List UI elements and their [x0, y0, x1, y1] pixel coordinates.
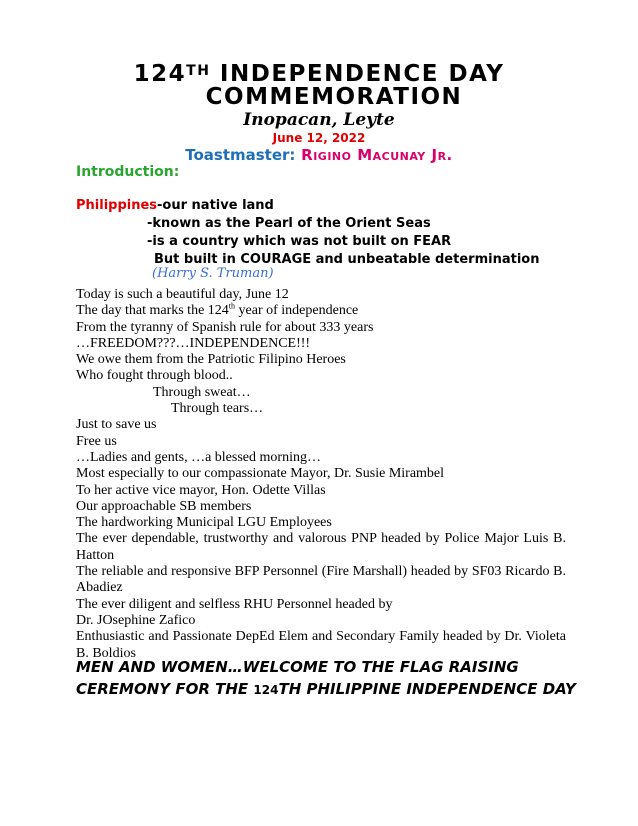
title-ordinal-suffix: TH [186, 63, 211, 79]
quote-attribution: (Harry S. Truman) [152, 266, 274, 281]
body-line: Free us [76, 433, 117, 449]
closing-text-end: TH PHILIPPINE INDEPENDENCE DAY [278, 680, 576, 698]
philippines-line-4: But built in COURAGE and unbeatable determination [154, 252, 540, 267]
body-line: …Ladies and gents, …a blessed morning… [76, 449, 321, 465]
body-line: Dr. JOsephine Zafico [76, 612, 196, 628]
body-line: We owe them from the Patriotic Filipino Heroes [76, 352, 346, 368]
body-paragraph: The ever dependable, trustworthy and valorous PNP headed by Police Major Luis B. Hatton [76, 531, 566, 563]
body-line: Through tears… [171, 401, 264, 417]
title-line-2: COMMEMORATION [205, 84, 463, 110]
body-paragraph: Enthusiastic and Passionate DepEd Elem and Secondary Family headed by Dr. Violeta B. Boldios [76, 629, 566, 661]
body-text: The day that marks the 124 [76, 303, 229, 319]
philippines-line-1-text: -our native land [157, 198, 274, 213]
body-line: Just to save us [76, 417, 157, 433]
title-number: 124 [133, 61, 187, 87]
closing-statement [76, 656, 576, 701]
body-line: Who fought through blood.. [76, 368, 233, 384]
philippines-word: Philippines [76, 198, 158, 213]
toastmaster-name: Rigino Macunay Jr. [295, 146, 453, 164]
title-line-1 [0, 62, 638, 86]
philippines-line-2: -known as the Pearl of the Orient Seas [147, 216, 431, 231]
closing-text: MEN AND WOMEN…WELCOME TO THE FLAG RAISING CEREMONY FOR THE [76, 658, 519, 698]
title-text: INDEPENDENCE DAY [210, 61, 505, 87]
toastmaster-label: Toastmaster: [185, 146, 296, 164]
body-line: The ever diligent and selfless RHU Personnel headed by [76, 596, 393, 612]
location: Inopacan, Leyte [243, 110, 395, 130]
body-line: Our approachable SB members [76, 498, 252, 514]
body-line: Most especially to our compassionate Mayor, Dr. Susie Mirambel [76, 466, 445, 482]
philippines-line-1 [76, 198, 274, 213]
body-line: To her active vice mayor, Hon. Odette Villas [76, 482, 326, 498]
body-text: year of independence [235, 303, 359, 319]
body-line: Today is such a beautiful day, June 12 [76, 287, 289, 302]
body-line: Through sweat… [153, 384, 251, 400]
toastmaster-line [0, 146, 638, 164]
body-paragraph: The reliable and responsive BFP Personnel (Fire Marshall) headed by SF03 Ricardo B. Abadiez [76, 564, 566, 596]
body-line: The hardworking Municipal LGU Employees [76, 515, 332, 531]
ordinal-suffix: th [228, 301, 236, 311]
introduction-heading: Introduction: [76, 164, 180, 180]
body-line: From the tyranny of Spanish rule for about 333 years [76, 319, 374, 335]
event-date: June 12, 2022 [272, 131, 366, 145]
body-line [76, 303, 566, 319]
speech-body [76, 287, 566, 662]
body-line: …FREEDOM???…INDEPENDENCE!!! [76, 335, 311, 351]
closing-number: 124 [253, 683, 279, 697]
philippines-line-3: -is a country which was not built on FEAR [147, 234, 452, 249]
